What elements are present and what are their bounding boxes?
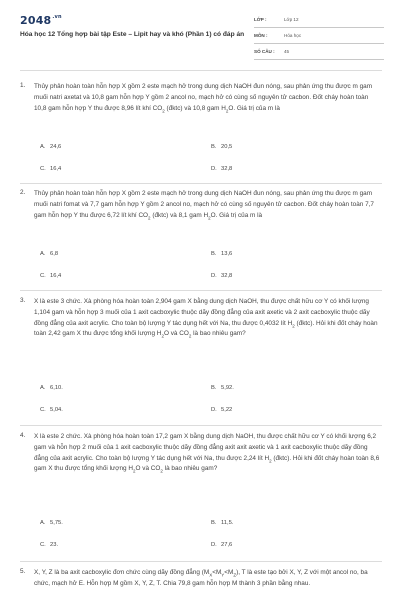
option-letter: B. xyxy=(211,520,217,526)
option-value: 5,75. xyxy=(50,520,63,526)
meta-value: Lớp 12 xyxy=(284,17,299,22)
meta-label: MÔN : xyxy=(254,33,268,38)
option-b[interactable] xyxy=(211,385,234,391)
option-letter: C. xyxy=(40,542,46,548)
option-value: 5,22 xyxy=(221,407,233,413)
option-c[interactable] xyxy=(40,542,58,548)
option-letter: A. xyxy=(40,251,46,257)
question-2 xyxy=(20,189,382,289)
question-5 xyxy=(20,568,382,600)
option-value: 5,04. xyxy=(50,407,63,413)
option-letter: C. xyxy=(40,407,46,413)
option-d[interactable] xyxy=(211,273,232,279)
question-text: X là este 2 chức. Xà phòng hóa hoàn toàn 17,2 gam X bằng dung dịch NaOH, thu được chất hữu cơ Y có khối lượng 6,2 gam và hỗn hợp 2 muối của 1 axit cacboxylic thuộc dãy đồng đẳng axit axit axetic và 1 axit cacboxylic thuộc dãy đồng đẳng của axit acrylic. Cho toàn bộ lượng Y tác dụng hết với Na, thu được 2,24 lít $H_2$ (đktc). Hỏi khi đốt cháy hoàn toàn 8,6 gam X thu được tổng khối lượng $H_2O$ và $CO_2$ là bao nhiêu gam? xyxy=(34,433,380,474)
option-value: 20,5 xyxy=(221,144,233,150)
meta-row-subject xyxy=(254,28,384,44)
question-4 xyxy=(20,432,382,557)
option-c[interactable] xyxy=(40,273,61,279)
document-title: Hóa học 12 Tổng hợp bài tập Este – Lipit hay và khó (Phần 1) có đáp án xyxy=(20,31,245,38)
option-a[interactable] xyxy=(40,144,61,150)
option-letter: C. xyxy=(40,273,46,279)
option-value: 16,4 xyxy=(50,273,62,279)
meta-row-class xyxy=(254,12,384,28)
meta-row-count xyxy=(254,44,384,60)
question-divider xyxy=(20,183,382,184)
option-letter: B. xyxy=(211,385,217,391)
option-value: 11,5. xyxy=(221,520,234,526)
option-value: 6,8 xyxy=(50,251,59,257)
option-letter: B. xyxy=(211,251,217,257)
question-number: 5. xyxy=(20,568,26,575)
option-letter: D. xyxy=(211,407,217,413)
meta-label: SỐ CÂU : xyxy=(254,49,275,54)
question-number: 4. xyxy=(20,432,26,439)
logo-suffix: .vn xyxy=(52,14,62,20)
option-b[interactable] xyxy=(211,520,233,526)
meta-label: LỚP : xyxy=(254,17,267,22)
header-divider xyxy=(20,70,382,71)
document-meta xyxy=(254,12,384,60)
question-divider xyxy=(20,561,382,562)
question-number: 1. xyxy=(20,82,26,89)
site-logo[interactable] xyxy=(20,14,62,27)
option-c[interactable] xyxy=(40,407,63,413)
option-value: 32,8 xyxy=(221,166,233,172)
option-letter: A. xyxy=(40,520,46,526)
question-text: X, Y, Z là ba axit cacboxylic đơn chức cùng dãy đồng đẳng $(M_X<M_Y<M_Z)$, T là este tạo bởi X, Y, Z với một ancol no, ba chức, mạch hở E. Hỗn hợp M gồm X, Y, Z, T. Chia 79,8 gam hỗn hợp M thành 3 phần bằng nhau. xyxy=(34,569,368,587)
option-a[interactable] xyxy=(40,251,58,257)
option-letter: A. xyxy=(40,144,46,150)
document-header xyxy=(0,0,400,62)
meta-value: Hóa học xyxy=(284,33,302,38)
question-3 xyxy=(20,297,382,422)
option-letter: A. xyxy=(40,385,46,391)
question-number: 2. xyxy=(20,189,26,196)
meta-value: 45 xyxy=(284,49,290,54)
question-divider xyxy=(20,290,382,291)
option-b[interactable] xyxy=(211,144,232,150)
question-text: X là este 3 chức. Xà phòng hóa hoàn toàn 2,904 gam X bằng dung dịch NaOH, thu được chất hữu cơ Y có khối lượng 1,104 gam và hỗn hợp 3 muối của 1 axit cacboxylic thuộc dãy đồng đẳng của axit axetic và 2 axit cacboxylic thuộc dãy đồng đẳng của axit acrylic. Cho toàn bộ lượng Y tác dụng hết với Na, thu được 0,4032 lít $H_2$ (đktc). Hỏi khi đốt cháy hoàn toàn 2,42 gam X thu được tổng khối lượng $H_2O$ và $CO_2$ là bao nhiêu gam? xyxy=(34,298,378,339)
option-letter: D. xyxy=(211,166,217,172)
option-d[interactable] xyxy=(211,166,232,172)
option-d[interactable] xyxy=(211,542,232,548)
option-letter: C. xyxy=(40,166,46,172)
option-value: 32,8 xyxy=(221,273,233,279)
option-a[interactable] xyxy=(40,520,63,526)
question-text: Thủy phân hoàn toàn hỗn hợp X gồm 2 este mạch hở trong dung dịch NaOH đun nóng, sau phản ứng thu được m gam muối natri axetat và 10,8 gam hỗn hợp Y gồm 2 ancol no, mạch hở có cùng số nguyên tử cacbon. Đốt cháy hoàn toàn 10,8 gam hỗn hợp Y thu được 8,96 lít khí $CO_2$ (đktc) và 10,8 gam $H_2O$. Giá trị của m là xyxy=(34,83,373,113)
option-value: 5,92. xyxy=(221,385,234,391)
option-value: 6,10. xyxy=(50,385,63,391)
option-d[interactable] xyxy=(211,407,232,413)
option-c[interactable] xyxy=(40,166,61,172)
option-value: 24,6 xyxy=(50,144,62,150)
option-b[interactable] xyxy=(211,251,232,257)
logo-text: 2048 xyxy=(20,14,52,27)
option-letter: D. xyxy=(211,273,217,279)
question-divider xyxy=(20,425,382,426)
question-number: 3. xyxy=(20,297,26,304)
option-letter: B. xyxy=(211,144,217,150)
option-value: 13,6 xyxy=(221,251,233,257)
question-text: Thủy phân hoàn toàn hỗn hợp X gồm 2 este mạch hở trong dung dịch NaOH đun nóng, sau phản ứng thu được m gam muối natri fomat và 7,7 gam hỗn hợp Y gồm 2 ancol no, mạch hở có cùng số nguyên tử cacbon. Đốt cháy hoàn toàn 7,7 gam hỗn hợp Y thu được 6,72 lít khí $CO_2$ (đktc) và 8,1 gam $H_2O$. Giá trị của m là xyxy=(34,190,374,220)
option-value: 23. xyxy=(50,542,59,548)
option-letter: D. xyxy=(211,542,217,548)
question-1 xyxy=(20,82,382,182)
option-value: 16,4 xyxy=(50,166,62,172)
option-a[interactable] xyxy=(40,385,63,391)
option-value: 27,6 xyxy=(221,542,233,548)
